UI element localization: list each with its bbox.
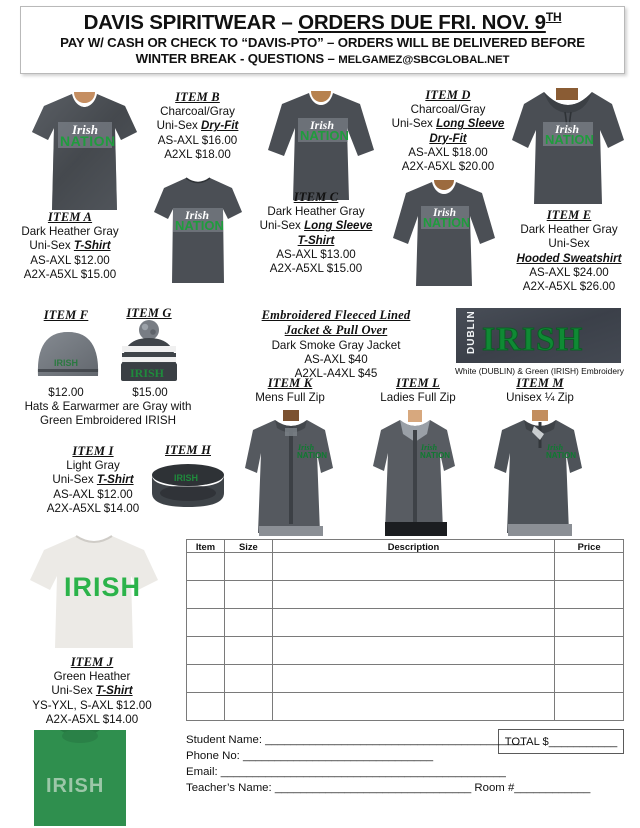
cell-size[interactable] [224, 553, 272, 581]
irish-nation-logo-e [543, 122, 594, 147]
cell-description[interactable] [272, 553, 554, 581]
cell-item[interactable] [187, 609, 225, 637]
item-c-price-1: AS-AXL $13.00 [276, 247, 356, 261]
hats-note [8, 400, 208, 428]
embroidery-dublin-text: DUBLIN [466, 310, 477, 354]
item-m-caption [490, 376, 590, 405]
embroidery-irish-text: IRISH [482, 321, 584, 358]
table-row[interactable] [187, 581, 624, 609]
item-j-price-2: A2X-A5XL $14.00 [45, 712, 139, 726]
svg-text:Irish: Irish [310, 118, 335, 132]
col-header-size: Size [224, 540, 272, 553]
item-l-caption [368, 376, 468, 405]
table-header-row [187, 540, 624, 553]
cell-price[interactable] [555, 665, 624, 693]
item-m-sub: Unisex ¼ Zip [506, 391, 574, 405]
item-a-title: ITEM A [47, 210, 93, 224]
col-header-item: Item [187, 540, 225, 553]
item-b-style-em: Dry-Fit [201, 119, 239, 133]
cell-price[interactable] [555, 609, 624, 637]
item-b-color: Charcoal/Gray [160, 105, 235, 119]
item-e-title: ITEM E [546, 208, 592, 222]
item-f-price: $12.00 [48, 386, 84, 399]
svg-text:NATION: NATION [60, 133, 116, 149]
jacket-title-line-2: Jacket & Pull Over [284, 323, 388, 338]
jacket-color: Dark Smoke Gray Jacket [271, 338, 401, 352]
irish-nation-logo-c [298, 118, 349, 143]
student-name-field[interactable]: Student Name: _________________________________________ [186, 734, 525, 746]
cell-size[interactable] [224, 637, 272, 665]
item-j-price-1: YS-YXL, S-AXL $12.00 [32, 698, 152, 712]
contact-email: MELGAMEZ@SBCGLOBAL.NET [338, 53, 510, 66]
item-i-style [37, 473, 149, 487]
item-h-image [146, 459, 230, 517]
cell-description[interactable] [272, 637, 554, 665]
teacher-room-row [186, 781, 626, 797]
item-b-title: ITEM B [175, 90, 220, 104]
item-a-image [22, 88, 147, 216]
cell-size[interactable] [224, 693, 272, 721]
table-row[interactable] [187, 553, 624, 581]
cell-size[interactable] [224, 581, 272, 609]
jacket-price-2: A2XL-A4XL $45 [294, 366, 378, 380]
item-e-style [505, 252, 633, 266]
item-l-title: ITEM L [396, 376, 440, 390]
cell-size[interactable] [224, 665, 272, 693]
cell-description[interactable] [272, 665, 554, 693]
cell-item[interactable] [187, 553, 225, 581]
embroidery-caption: White (DUBLIN) & Green (IRISH) Embroidery [455, 366, 624, 376]
item-h-band-text: IRISH [174, 473, 199, 483]
svg-text:IRISH: IRISH [54, 358, 79, 368]
svg-text:NATION: NATION [297, 451, 328, 460]
header-payment-line: PAY W/ CASH OR CHECK TO “DAVIS-PTO” – ORDERS WILL BE DELIVERED BEFORE [60, 34, 585, 50]
cell-item[interactable] [187, 637, 225, 665]
cell-description[interactable] [272, 609, 554, 637]
item-e-style-em: Hooded Sweatshirt [516, 251, 622, 265]
item-a-caption [10, 210, 130, 282]
item-b-style-pre: Uni-Sex [156, 119, 202, 133]
item-d-color: Charcoal/Gray [410, 103, 486, 117]
item-j-style [14, 684, 170, 698]
svg-text:NATION: NATION [546, 451, 577, 460]
cell-price[interactable] [555, 581, 624, 609]
svg-text:Irish: Irish [421, 443, 438, 452]
svg-text:Irish: Irish [433, 207, 457, 219]
table-row[interactable] [187, 665, 624, 693]
cell-size[interactable] [224, 609, 272, 637]
item-d-price-1: AS-AXL $18.00 [408, 145, 488, 159]
cell-description[interactable] [272, 581, 554, 609]
teacher-name-field[interactable]: Teacher’s Name: _______________________________ [186, 781, 472, 794]
item-i-caption [37, 444, 149, 516]
cell-price[interactable] [555, 693, 624, 721]
order-table-body [187, 553, 624, 721]
item-d-style-pre: Uni-Sex [391, 117, 437, 131]
table-row[interactable] [187, 609, 624, 637]
cell-price[interactable] [555, 637, 624, 665]
item-b-price-1: AS-AXL $16.00 [157, 133, 238, 147]
item-e-image [508, 86, 628, 210]
item-a-style-em: T-Shirt [73, 239, 111, 253]
svg-text:NATION: NATION [300, 128, 349, 143]
item-f-title: ITEM F [43, 308, 89, 322]
item-j-style-pre: Uni-Sex [51, 684, 96, 698]
item-k-title: ITEM K [267, 376, 313, 390]
cell-item[interactable] [187, 693, 225, 721]
item-d-image [388, 178, 500, 294]
item-a-color: Dark Heather Gray [21, 225, 119, 239]
item-j-style-em: T-Shirt [95, 684, 133, 698]
title-superscript: TH [545, 10, 562, 25]
item-c-style-pre: Uni-Sex [259, 219, 305, 233]
item-i-style-pre: Uni-Sex [52, 473, 97, 487]
item-e-color: Dark Heather Gray [520, 223, 618, 237]
item-l-image [372, 408, 460, 536]
cell-item[interactable] [187, 665, 225, 693]
item-i-price-2: A2X-A5XL $14.00 [46, 501, 140, 515]
header-banner [20, 6, 625, 74]
item-i-shirt-text: IRISH [64, 572, 142, 602]
item-c-style [252, 219, 380, 233]
item-f-price-wrap [26, 386, 106, 400]
irish-nation-logo-d [421, 206, 470, 230]
header-questions-line [21, 51, 624, 68]
item-f-image [32, 324, 104, 382]
item-f-title-wrap [25, 308, 107, 323]
item-k-caption [240, 376, 340, 405]
item-c-style-em: Long Sleeve [304, 219, 373, 233]
item-j-caption [14, 655, 170, 727]
item-m-image [494, 408, 586, 536]
item-g-title: ITEM G [126, 306, 172, 320]
hats-note-line-1: Hats & Earwarmer are Gray with [24, 400, 192, 413]
item-h-title: ITEM H [165, 443, 211, 457]
item-g-cuff-text: IRISH [130, 366, 165, 380]
email-field[interactable]: Email: _____________________________________________ [186, 765, 506, 778]
svg-text:Irish: Irish [185, 208, 210, 222]
svg-text:NATION: NATION [420, 451, 451, 460]
title-part-2: ORDERS DUE FRI. NOV. 9 [298, 11, 546, 34]
room-number-field[interactable]: Room #____________ [474, 781, 591, 794]
item-c-style-2 [252, 234, 380, 248]
phone-number-field[interactable]: Phone No: ______________________________ [186, 749, 434, 762]
item-d-price-2: A2X-A5XL $20.00 [401, 159, 495, 173]
item-e-price-1: AS-AXL $24.00 [529, 265, 609, 279]
item-a-style-pre: Uni-Sex [29, 239, 74, 253]
cell-price[interactable] [555, 553, 624, 581]
header-questions-prefix: WINTER BREAK - QUESTIONS – [135, 50, 339, 66]
item-i-image [18, 530, 170, 652]
item-j-image [34, 730, 126, 826]
item-a-price-2: A2X-A5XL $15.00 [23, 267, 117, 281]
hats-note-line-2: Green Embroidered IRISH [40, 414, 176, 428]
item-g-price: $15.00 [132, 386, 168, 399]
item-j-shirt-text: IRISH [46, 775, 105, 797]
item-d-caption [383, 88, 513, 174]
item-d-style-em: Long Sleeve [436, 117, 505, 131]
item-d-style-2 [383, 132, 513, 146]
item-i-title: ITEM I [72, 444, 114, 458]
item-e-price-2: A2X-A5XL $26.00 [522, 279, 616, 293]
svg-text:NATION: NATION [423, 216, 470, 230]
item-i-color: Light Gray [66, 459, 120, 473]
svg-text:Irish: Irish [72, 122, 99, 137]
item-k-image [245, 408, 337, 536]
jacket-price-1: AS-AXL $40 [304, 352, 368, 366]
item-k-sub: Mens Full Zip [255, 391, 325, 405]
col-header-description: Description [272, 540, 554, 553]
item-i-style-em: T-Shirt [96, 473, 134, 487]
cell-description[interactable] [272, 693, 554, 721]
item-g-image [112, 320, 186, 384]
col-header-price: Price [555, 540, 624, 553]
cell-item[interactable] [187, 581, 225, 609]
item-b-price-2: A2XL $18.00 [164, 147, 231, 161]
item-c-style-em2: T-Shirt [297, 233, 335, 247]
table-row[interactable] [187, 637, 624, 665]
item-b-image [142, 172, 254, 290]
item-j-title: ITEM J [70, 655, 114, 669]
table-row[interactable] [187, 693, 624, 721]
item-a-style [10, 239, 130, 253]
jacket-block-caption [238, 308, 434, 381]
svg-text:NATION: NATION [175, 218, 224, 233]
item-d-title: ITEM D [425, 88, 471, 102]
item-e-caption [505, 208, 633, 294]
item-c-caption [252, 190, 380, 276]
item-i-price-1: AS-AXL $12.00 [53, 487, 133, 501]
page-title [21, 11, 624, 35]
svg-text:Irish: Irish [555, 122, 580, 136]
total-label: TOTAL $___________ [504, 735, 618, 748]
embroidery-sample-image [456, 308, 621, 363]
item-c-color: Dark Heather Gray [267, 205, 365, 219]
item-j-color: Green Heather [53, 670, 131, 684]
item-d-style-em2: Dry-Fit [429, 131, 467, 145]
item-c-title: ITEM C [293, 190, 339, 204]
item-b-style [135, 119, 260, 133]
title-part-1: DAVIS SPIRITWEAR – [83, 11, 299, 34]
item-g-price-wrap [110, 386, 190, 400]
item-l-sub: Ladies Full Zip [380, 391, 456, 405]
item-b-caption [135, 90, 260, 162]
item-m-title: ITEM M [516, 376, 564, 390]
item-a-price-1: AS-AXL $12.00 [30, 253, 110, 267]
svg-text:Irish: Irish [547, 443, 564, 452]
order-table[interactable] [186, 539, 624, 721]
item-e-gender: Uni-Sex [548, 237, 590, 251]
item-c-image [262, 88, 380, 206]
irish-nation-logo-a [58, 122, 116, 149]
irish-nation-logo-b [173, 208, 224, 233]
item-g-title-wrap [108, 306, 190, 321]
svg-text:NATION: NATION [545, 132, 594, 147]
customer-info-form [186, 733, 626, 797]
item-h-title-wrap [148, 443, 228, 458]
svg-text:Irish: Irish [298, 443, 315, 452]
item-d-style [383, 117, 513, 131]
item-c-price-2: A2X-A5XL $15.00 [269, 261, 363, 275]
jacket-title-line-1: Embroidered Fleeced Lined [261, 308, 411, 322]
